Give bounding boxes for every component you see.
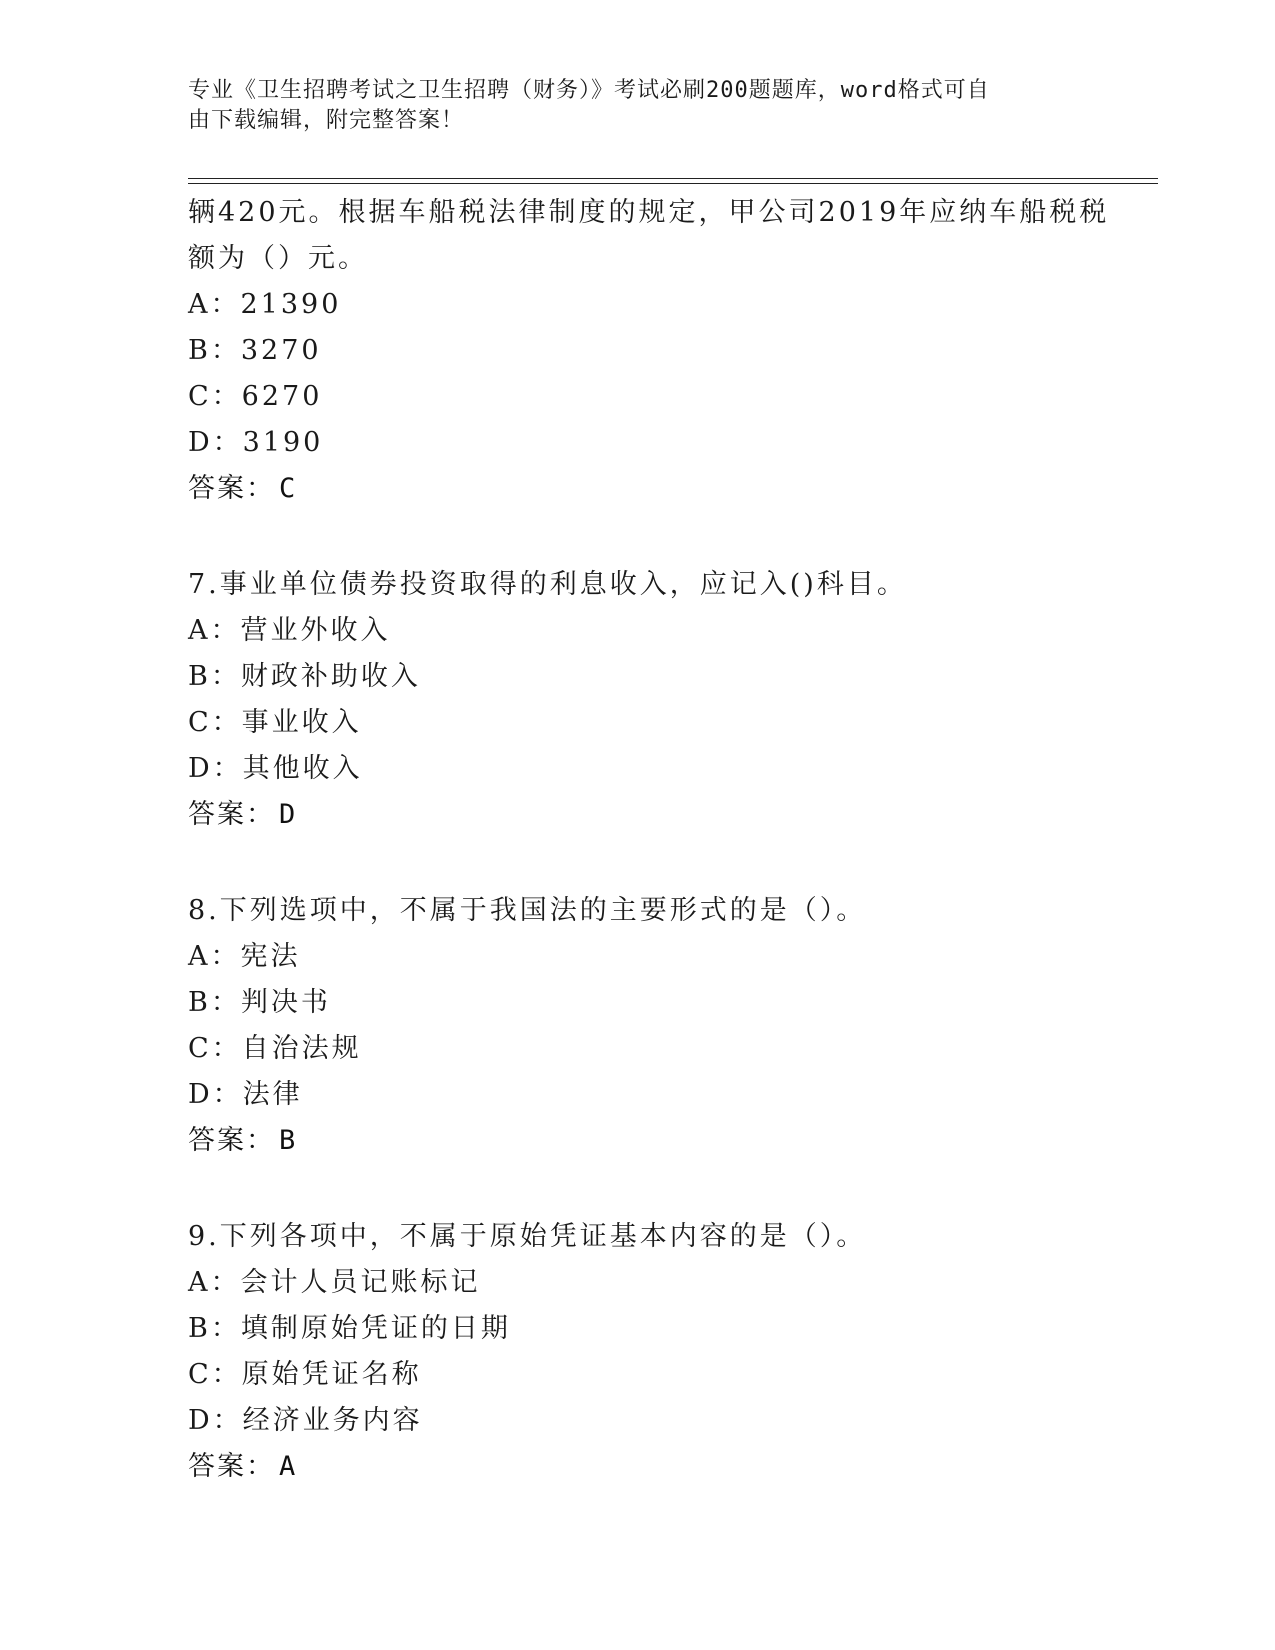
option-a: A：21390: [188, 289, 342, 320]
option-a: A：营业外收入: [188, 615, 391, 646]
answer-line: [188, 466, 1088, 512]
spacer: [188, 1164, 1088, 1214]
answer-line: [188, 1118, 1088, 1164]
option-c: C：6270: [188, 381, 323, 412]
option-d: D：3190: [188, 427, 324, 458]
question-block-8: [188, 888, 1088, 1164]
answer-value: B: [279, 1125, 298, 1156]
option-d: D：其他收入: [188, 753, 363, 784]
header-line-1: 专业《卫生招聘考试之卫生招聘（财务）》考试必刷200题题库，word格式可自: [188, 78, 990, 103]
question-stem-line: 辆420元。根据车船税法律制度的规定，甲公司2019年应纳车船税税: [188, 197, 1110, 228]
answer-label: 答案：: [188, 799, 275, 830]
option-a: A：宪法: [188, 941, 301, 972]
header-line-2: 由下载编辑，附完整答案！: [188, 108, 465, 133]
answer-line: [188, 1444, 1088, 1490]
answer-value: D: [279, 799, 298, 830]
question-block-9: [188, 1214, 1088, 1490]
option-d: D：法律: [188, 1079, 303, 1110]
document-header: [188, 76, 1068, 136]
answer-value: C: [279, 473, 298, 504]
header-divider-bottom: [188, 183, 1158, 184]
option-c: C：自治法规: [188, 1033, 362, 1064]
question-stem-line: 额为（）元。: [188, 243, 368, 274]
answer-value: A: [279, 1451, 298, 1482]
option-b: B：填制原始凭证的日期: [188, 1313, 511, 1344]
answer-label: 答案：: [188, 1451, 275, 1482]
question-block-7: [188, 562, 1088, 838]
answer-label: 答案：: [188, 1125, 275, 1156]
option-a: A：会计人员记账标记: [188, 1267, 481, 1298]
option-d: D：经济业务内容: [188, 1405, 423, 1436]
spacer: [188, 838, 1088, 888]
answer-label: 答案：: [188, 473, 275, 504]
header-divider-top: [188, 178, 1158, 179]
question-stem: 7.事业单位债券投资取得的利息收入，应记入()科目。: [188, 569, 907, 600]
question-content: [188, 190, 1110, 1490]
option-b: B：3270: [188, 335, 322, 366]
spacer: [188, 512, 1088, 562]
question-stem: 9.下列各项中，不属于原始凭证基本内容的是（）。: [188, 1221, 867, 1252]
option-b: B：判决书: [188, 987, 331, 1018]
answer-line: [188, 792, 1088, 838]
option-b: B：财政补助收入: [188, 661, 421, 692]
option-c: C：事业收入: [188, 707, 362, 738]
question-block-continued: [188, 190, 1110, 512]
option-c: C：原始凭证名称: [188, 1359, 422, 1390]
question-stem: 8.下列选项中，不属于我国法的主要形式的是（）。: [188, 895, 867, 926]
